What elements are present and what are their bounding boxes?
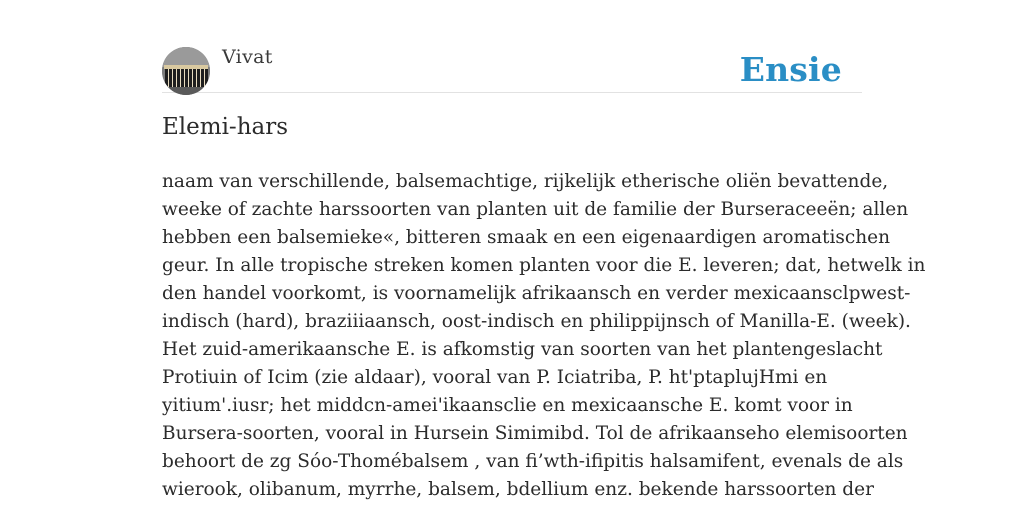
body-line: Bursera-soorten, vooral in Hursein Simimibd. Tol de afrikaanseho elemisoorten [162,423,908,444]
article-body [162,168,926,504]
body-line: indisch (hard), braziiiaansch, oost-indisch en philippijnsch of Manilla-E. (week). [162,311,911,332]
body-line: weeke of zachte harssoorten van planten uit de familie der Burseraceeën; allen [162,199,909,220]
article-header [162,0,862,93]
ensie-logo[interactable]: Ensie [739,50,842,89]
body-line: den handel voorkomt, is voornamelijk afrikaansch en verder mexicaansclpwest- [162,283,911,304]
author-name[interactable]: Vivat [222,46,273,68]
body-line: geur. In alle tropische streken komen planten voor die E. leveren; dat, hetwelk in [162,255,926,276]
body-line: hebben een balsemieke«, bitteren smaak en een eigenaardigen aromatischen [162,227,891,248]
body-line: Protiuin of Icim (zie aldaar), vooral van P. Iciatriba, P. ht'ptaplujHmi en [162,367,828,388]
body-line: wierook, olibanum, myrrhe, balsem, bdellium enz. bekende harssoorten der [162,479,874,500]
article-page [162,0,926,500]
page-title: Elemi-hars [162,114,289,140]
body-line: Het zuid-amerikaansche E. is afkomstig van soorten van het plantengeslacht [162,339,883,360]
body-line: yitium'.iusr; het middcn-amei'ikaansclie en mexicaansche E. komt voor in [162,395,853,416]
author-avatar[interactable] [162,47,210,95]
body-line: behoort de zg Sóo-Thomébalsem , van fi’wth-ifipitis halsamifent, evenals de als [162,451,904,472]
body-line: naam van verschillende, balsemachtige, rijkelijk etherische oliën bevattende, [162,171,889,192]
